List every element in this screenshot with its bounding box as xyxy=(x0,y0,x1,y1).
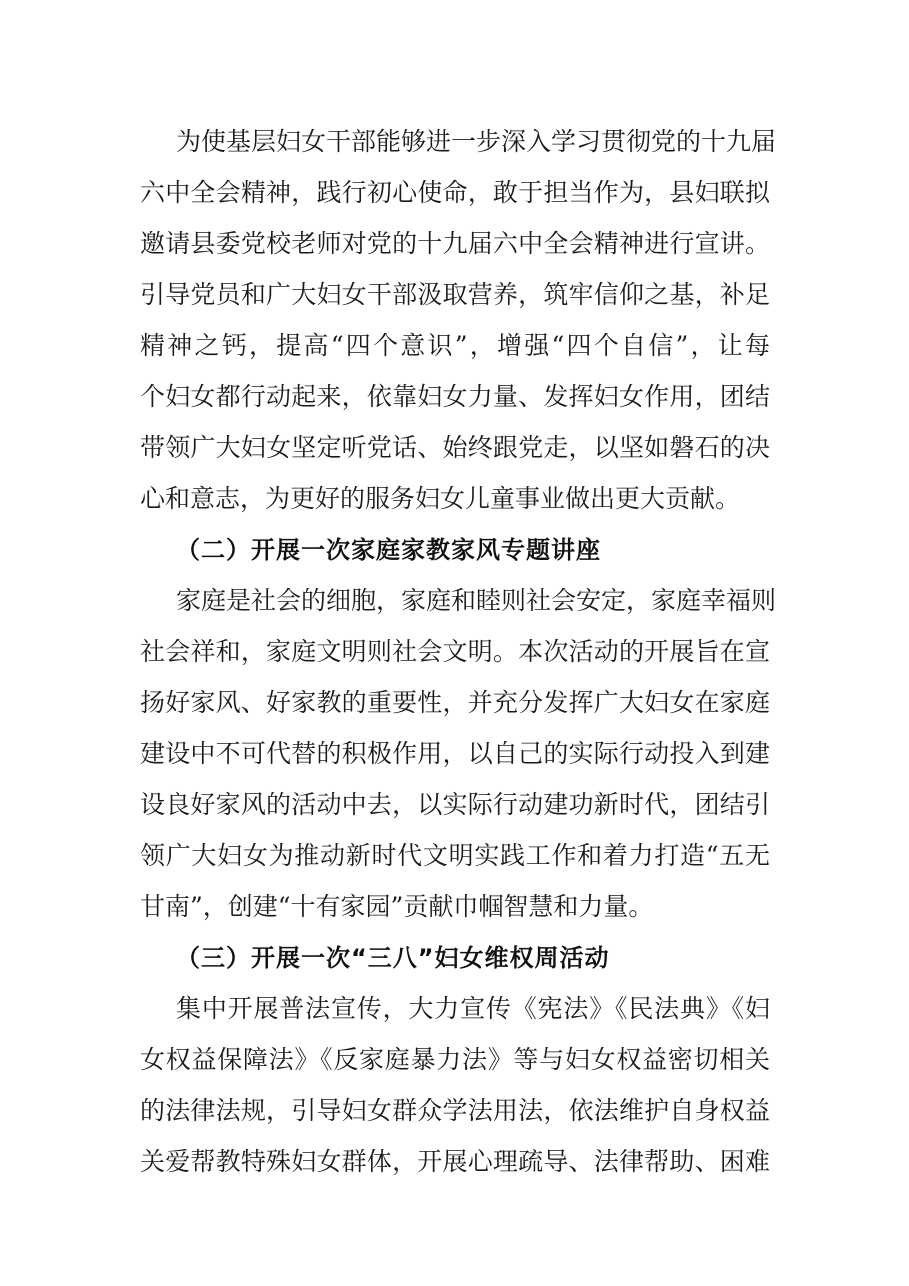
paragraph-2-line-4: 建设中不可代替的积极作用，以自己的实际行动投入到建 xyxy=(140,739,770,768)
paragraph-3-line-1: 集中开展普法宣传，大力宣传《宪法》《民法典》《妇 xyxy=(176,994,770,1023)
paragraph-1-line-1: 为使基层妇女干部能够进一步深入学习贯彻党的十九届 xyxy=(176,127,777,156)
paragraph-3-line-4: 关爱帮教特殊妇女群体，开展心理疏导、法律帮助、困难 xyxy=(140,1147,770,1176)
paragraph-1-line-3: 邀请县委党校老师对党的十九届六中全会精神进行宣讲。 xyxy=(140,229,770,258)
paragraph-1-line-2: 六中全会精神，践行初心使命，敢于担当作为，县妇联拟 xyxy=(140,178,770,207)
paragraph-1-line-6: 个妇女都行动起来，依靠妇女力量、发挥妇女作用，团结 xyxy=(140,382,770,411)
paragraph-2-line-2: 社会祥和，家庭文明则社会文明。本次活动的开展旨在宣 xyxy=(140,637,770,666)
paragraph-1-line-7: 带领广大妇女坚定听党话、始终跟党走，以坚如磐石的决 xyxy=(140,433,770,462)
paragraph-1-line-8: 心和意志，为更好的服务妇女儿童事业做出更大贡献。 xyxy=(140,484,741,513)
paragraph-2-line-6: 领广大妇女为推动新时代文明实践工作和着力打造“五无 xyxy=(140,841,770,870)
paragraph-2-line-7: 甘南”，创建“十有家园”贡献巾帼智慧和力量。 xyxy=(140,892,654,921)
paragraph-1-line-5: 精神之钙，提高“四个意识”，增强“四个自信”，让每 xyxy=(140,331,770,360)
paragraph-2-line-5: 设良好家风的活动中去，以实际行动建功新时代，团结引 xyxy=(140,790,770,819)
paragraph-2-line-1: 家庭是社会的细胞，家庭和睦则社会安定，家庭幸福则 xyxy=(176,586,777,615)
paragraph-3-line-2: 女权益保障法》《反家庭暴力法》等与妇女权益密切相关 xyxy=(140,1045,770,1074)
section-heading-2: （二）开展一次家庭家教家风专题讲座 xyxy=(176,536,601,564)
paragraph-1-line-4: 引导党员和广大妇女干部汲取营养，筑牢信仰之基，补足 xyxy=(140,280,770,309)
paragraph-3-line-3: 的法律法规，引导妇女群众学法用法，依法维护自身权益 xyxy=(140,1096,770,1125)
section-heading-3: （三）开展一次“三八”妇女维权周活动 xyxy=(176,944,610,972)
paragraph-2-line-3: 扬好家风、好家教的重要性，并充分发挥广大妇女在家庭 xyxy=(140,688,770,717)
